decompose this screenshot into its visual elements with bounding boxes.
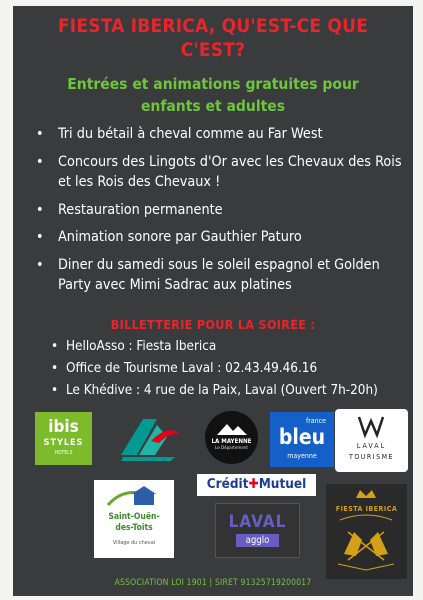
title-line-2: C'EST? — [180, 39, 246, 61]
activity-text: Concours des Lingots d'Or avec les Chevaux des Rois et les Rois des Chevaux ! — [58, 153, 402, 190]
activity-item — [34, 255, 409, 296]
laval-tourisme-icon — [335, 413, 408, 443]
ticketing-text: Le Khédive : 4 rue de la Paix, Laval (Ouvert 7h-20h) — [66, 383, 378, 398]
bullet-icon: • — [36, 229, 44, 245]
mayenne-logo-text: LA MAYENNE — [211, 438, 252, 445]
activities-list — [34, 124, 409, 303]
credit-mutuel-logo — [197, 474, 316, 496]
subtitle-line-1: Entrées et animations gratuites pour — [67, 75, 359, 93]
village-house-icon — [94, 483, 174, 511]
ibis-logo-sub: STYLES — [43, 438, 84, 448]
poster-subtitle — [13, 73, 413, 117]
laval-agglo-logo — [215, 503, 300, 558]
bullet-icon: • — [36, 201, 44, 218]
laval-tourisme-logo — [335, 409, 408, 472]
france-bleu-bottom: mayenne — [287, 452, 317, 460]
activity-item — [34, 200, 409, 221]
poster — [13, 6, 413, 596]
bullet-icon: • — [51, 361, 59, 376]
france-bleu-top: france — [306, 417, 326, 425]
france-bleu-main: bleu — [278, 425, 326, 449]
france-bleu-logo — [270, 412, 334, 467]
ibis-logo-hotels: HOTELS — [54, 450, 73, 456]
laval-tourisme-text: LAVAL — [356, 442, 387, 450]
laval-agglo-text: LAVAL — [228, 512, 287, 532]
bullet-icon: • — [36, 126, 44, 142]
ibis-logo-text: ibis — [48, 417, 79, 437]
credit-mutuel-part1: Crédit — [206, 476, 249, 492]
laval-agglo-sub: agglo — [236, 534, 279, 547]
ticketing-heading: BILLETTERIE POUR LA SOIRÉE : — [110, 317, 316, 332]
fiesta-iberica-text: FIESTA IBERICA — [335, 505, 398, 513]
crown-horses-icon — [326, 484, 407, 579]
activity-text: Restauration permanente — [58, 201, 223, 218]
title-line-1: FIESTA IBERICA, QU'EST-CE QUE — [57, 15, 369, 37]
fiesta-iberica-logo — [326, 484, 407, 579]
activity-text: Diner du samedi sous le soleil espagnol et Golden Party avec Mimi Sadrac aux platines — [58, 256, 380, 293]
subtitle-line-2: enfants et adultes — [140, 97, 286, 115]
ticketing-list — [51, 336, 378, 402]
ticketing-item — [51, 336, 378, 358]
credit-mutuel-text — [197, 476, 316, 492]
activity-item — [34, 227, 409, 248]
ticketing-text: HelloAsso : Fiesta Iberica — [66, 339, 217, 354]
ibis-styles-logo — [35, 412, 92, 465]
activity-item — [34, 152, 409, 193]
ticketing-text: Office de Tourisme Laval : 02.43.49.46.16 — [66, 361, 318, 376]
mayenne-logo-sub: Le Département — [215, 446, 248, 451]
laval-tourisme-sub: TOURISME — [348, 453, 395, 461]
bullet-icon: • — [51, 383, 59, 398]
credit-mutuel-symbol-icon: ✚ — [248, 476, 259, 492]
ticketing-item — [51, 380, 378, 402]
credit-agricole-logo — [111, 409, 188, 469]
credit-mutuel-part2: Mutuel — [258, 476, 307, 492]
poster-title — [13, 14, 413, 62]
saint-ouen-text: Saint-Ouën- — [108, 512, 160, 522]
la-mayenne-logo — [205, 411, 258, 464]
saint-ouen-logo — [94, 480, 174, 558]
activity-text: Animation sonore par Gauthier Paturo — [58, 229, 302, 245]
bullet-icon: • — [36, 256, 44, 273]
activity-item — [34, 124, 409, 145]
saint-ouen-text-2: des-Toits — [115, 523, 153, 533]
bullet-icon: • — [36, 153, 44, 170]
legal-footer: ASSOCIATION LOI 1901 | SIRET 91325719200017 — [114, 578, 312, 588]
bullet-icon: • — [51, 339, 59, 354]
credit-agricole-icon — [111, 409, 188, 469]
activity-text: Tri du bétail à cheval comme au Far West — [58, 126, 323, 142]
saint-ouen-sub: Village du cheval — [112, 540, 156, 546]
ticketing-item — [51, 358, 378, 380]
